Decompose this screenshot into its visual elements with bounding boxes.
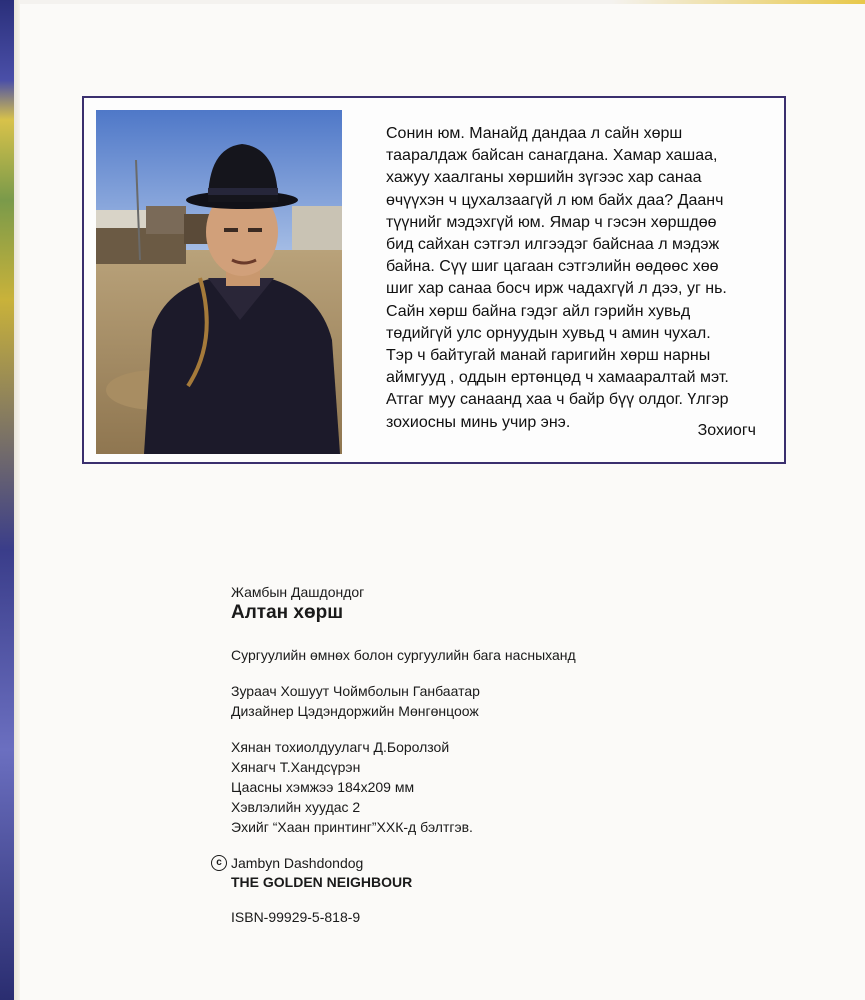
tech-editor-line: Хянан тохиолдуулагч Д.Боролзой — [231, 739, 450, 755]
author-note-line: тааралдаж байсан санагдана. Хамар хашаа, — [386, 147, 718, 165]
editor-line: Хянагч Т.Хандсүрэн — [231, 759, 361, 775]
isbn-line: ISBN-99929-5-818-9 — [231, 909, 361, 925]
author-portrait-image — [96, 110, 342, 454]
paper-size-line: Цаасны хэмжээ 184х209 мм — [231, 779, 415, 795]
author-note-line: Сайн хөрш байна гэдэг айл гэрийн хувьд — [386, 302, 691, 320]
author-note-line: хажуу хаалганы хөршийн зүгээс хар санаа — [386, 169, 702, 187]
author-note-line: бид сайхан сэтгэл илгээдэг байснаа л мэдэж — [386, 236, 720, 254]
designer-line: Дизайнер Цэдэндоржийн Мөнгөнцоож — [231, 703, 479, 719]
author-note-line: байна. Сүү шиг цагаан сэтгэлийн өөдөөс хөө — [386, 258, 719, 276]
audience-line: Сургуулийн өмнөх болон сургуулийн бага насныханд — [231, 647, 576, 663]
author-signature: Зохиогч — [697, 422, 756, 439]
author-name-en-text: Jambyn Dashdondog — [231, 855, 364, 871]
author-note-line: Атгаг муу санаанд хаа ч байр бүү олдог. Үлгэр — [386, 391, 729, 409]
author-note-line: Сонин юм. Манайд дандаа л сайн хөрш — [386, 125, 683, 142]
author-note-text — [386, 123, 758, 434]
copyright-icon: c — [211, 855, 227, 871]
author-note-line: түүнийг мэдэхгүй юм. Ямар ч гэсэн хөршдөө — [386, 213, 717, 231]
author-portrait-photo — [96, 110, 342, 454]
book-title: Алтан хөрш — [231, 602, 344, 623]
printer-line: Эхийг “Хаан принтинг”ХХК-д бэлтгэв. — [231, 819, 473, 835]
book-title-en: THE GOLDEN NEIGHBOUR — [231, 874, 413, 890]
author-note-line: зохиосны минь учир энэ. — [386, 413, 571, 431]
print-sheets-line: Хэвлэлийн хуудас 2 — [231, 799, 361, 815]
illustrator-line: Зураач Хошуут Чоймболын Ганбаатар — [231, 683, 480, 699]
author-note-line: шиг хар санаа босч ирж чадахгүй л дээ, уг нь. — [386, 280, 727, 298]
author-note-line: төдийгүй улс орнуудын хувьд ч амин чухал. — [386, 324, 711, 342]
author-name: Жамбын Дашдондог — [231, 584, 365, 600]
author-note-line: аймгууд , оддын ертөнцөд ч хамааралтай мэт. — [386, 369, 729, 387]
author-name-en — [216, 855, 364, 871]
author-note-line: Тэр ч байтугай манай гаригийн хөрш нарны — [386, 347, 711, 365]
author-note-line: өчүүхэн ч цухалзаагүй л юм байх даа? Даанч — [386, 191, 724, 209]
